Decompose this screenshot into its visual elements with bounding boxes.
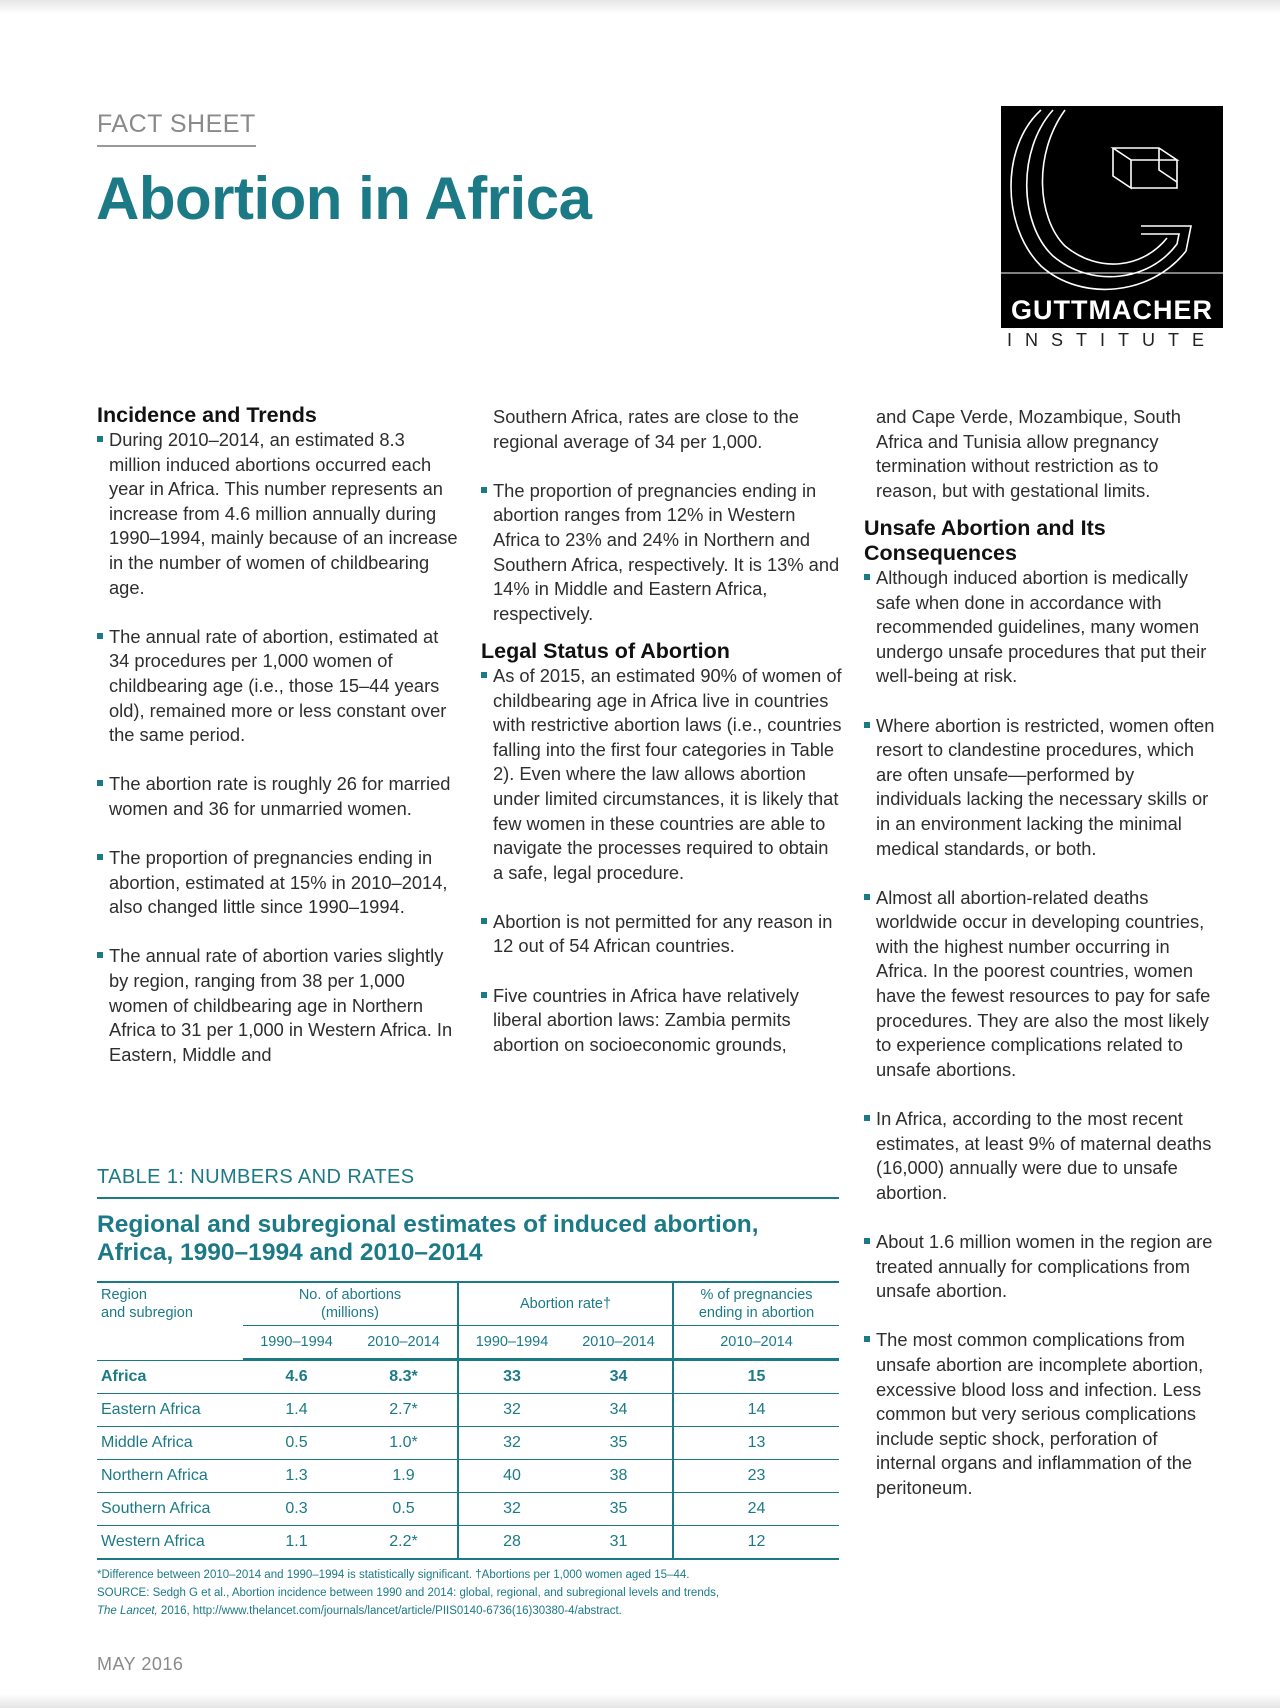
table-numbers-and-rates [97,1166,839,1620]
bullet-square-icon [97,854,103,860]
cell-pct: 24 [673,1493,839,1526]
table-row [97,1493,839,1526]
column-legal-status [481,405,843,1082]
page-bottom-shadow [0,1694,1280,1708]
cell-abortions-2010: 8.3* [350,1361,458,1394]
row-region: Northern Africa [97,1460,243,1493]
cell-rate-2010: 34 [565,1394,673,1427]
cell-pct: 23 [673,1460,839,1493]
table-row [97,1361,839,1394]
section-heading-unsafe-abortion: Unsafe Abortion and Its Consequences [864,515,1106,565]
bullet-item: The abortion rate is roughly 26 for married women and 36 for unmarried women. [97,772,459,821]
column-group-abortions: No. of abortions (millions) [243,1282,458,1326]
bullet-item: Although induced abortion is medically safe when done in accordance with recommended guidelines, many women undergo unsafe procedures that put their well-being at risk. [864,566,1220,689]
cell-abortions-1990: 1.4 [243,1394,350,1427]
cell-rate-1990: 32 [458,1493,565,1526]
guttmacher-logo [1001,106,1223,328]
cell-abortions-2010: 1.0* [350,1427,458,1460]
bullet-square-icon [864,1238,870,1244]
section-heading-incidence: Incidence and Trends [97,403,317,427]
bullet-item: As of 2015, an estimated 90% of women of childbearing age in Africa live in countries with restrictive abortion laws (i.e., countries falling into the first four categories in Table 2). Even where the law allows abortion under limited circumstances, it is likely that few women in these countries are able to navigate the processes required to obtain a safe, legal procedure. [481,664,843,885]
bullet-item: About 1.6 million women in the region are treated annually for complications from unsafe abortion. [864,1230,1220,1304]
page-top-shadow [0,0,1280,14]
cell-rate-2010: 35 [565,1427,673,1460]
bullet-square-icon [97,633,103,639]
bullet-square-icon [864,722,870,728]
cell-abortions-1990: 0.3 [243,1493,350,1526]
bullet-item: The proportion of pregnancies ending in abortion ranges from 12% in Western Africa to 23% and 24% in Northern and Southern Africa, respectively. It is 13% and 14% in Middle and Eastern Africa, respectively. [481,479,843,627]
bullet-square-icon [481,992,487,998]
column-header-period: 2010–2014 [565,1326,673,1360]
bullet-item: The annual rate of abortion varies slightly by region, ranging from 38 per 1,000 women of childbearing age in Northern Africa to 31 per 1,000 in Western Africa. In Eastern, Middle and [97,944,459,1067]
cell-abortions-2010: 1.9 [350,1460,458,1493]
column-header-period: 2010–2014 [673,1326,839,1360]
column-group-abortion-rate: Abortion rate† [458,1282,673,1326]
bullet-item: During 2010–2014, an estimated 8.3 million induced abortions occurred each year in Africa. This number represents an increase from 4.6 million annually during 1990–1994, mainly because of an increase in the number of women of childbearing age. [97,428,459,600]
table-row [97,1526,839,1560]
cell-rate-1990: 32 [458,1427,565,1460]
bullet-square-icon [481,487,487,493]
cell-rate-1990: 28 [458,1526,565,1560]
cell-rate-1990: 40 [458,1460,565,1493]
logo-wordmark: GUTTMACHER [1011,295,1213,325]
bullet-square-icon [97,952,103,958]
column-header-period: 1990–1994 [458,1326,565,1360]
row-region: Middle Africa [97,1427,243,1460]
bullet-square-icon [481,918,487,924]
cell-abortions-1990: 1.3 [243,1460,350,1493]
cell-pct: 12 [673,1526,839,1560]
cell-abortions-2010: 2.2* [350,1526,458,1560]
table-row [97,1460,839,1493]
continued-text: Southern Africa, rates are close to the regional average of 34 per 1,000. [493,406,799,452]
cell-rate-2010: 35 [565,1493,673,1526]
column-header-region: Region and subregion [101,1287,193,1321]
bullet-square-icon [864,1115,870,1121]
row-region: Southern Africa [97,1493,243,1526]
column-header-period: 1990–1994 [243,1326,350,1360]
abortion-estimates-table [97,1281,839,1560]
publication-date: MAY 2016 [97,1654,184,1674]
cell-abortions-1990: 0.5 [243,1427,350,1460]
column-incidence [97,403,459,1092]
continued-text: and Cape Verde, Mozambique, South Africa and Tunisia allow pregnancy termination without restriction as to reason, but with gestational limits. [876,406,1181,501]
table-title: Regional and subregional estimates of induced abortion, Africa, 1990–1994 and 2010–2014 [97,1211,759,1266]
row-region: Africa [97,1361,243,1394]
bullet-item: Where abortion is restricted, women often resort to clandestine procedures, which are often unsafe—performed by individuals lacking the necessary skills or in an environment lacking the minimal medical standards, or both. [864,714,1220,862]
cell-abortions-1990: 4.6 [243,1361,350,1394]
bullet-square-icon [97,780,103,786]
column-header-period: 2010–2014 [350,1326,458,1360]
bullet-square-icon [97,436,103,442]
cell-rate-2010: 34 [565,1361,673,1394]
bullet-square-icon [864,1336,870,1342]
cell-pct: 13 [673,1427,839,1460]
cell-rate-1990: 32 [458,1394,565,1427]
cell-pct: 15 [673,1361,839,1394]
section-heading-legal-status: Legal Status of Abortion [481,638,730,663]
bullet-square-icon [864,574,870,580]
cell-abortions-2010: 0.5 [350,1493,458,1526]
bullet-item: Abortion is not permitted for any reason in 12 out of 54 African countries. [481,910,843,959]
table-footnote: *Difference between 2010–2014 and 1990–1994 is statistically significant. †Abortions per 1,000 women aged 15–44. SOURCE: Sedgh G et al., Abortion incidence between 1990 and 2014: global, regional, and subregional levels and trends, The Lancet, 2016, http://www.thelancet.com/journals/lancet/article/PIIS0140-6736(16)30380-4/abstract. [97,1569,720,1617]
table-label: TABLE 1: NUMBERS AND RATES [97,1166,839,1199]
cell-abortions-2010: 2.7* [350,1394,458,1427]
cell-pct: 14 [673,1394,839,1427]
cell-rate-1990: 33 [458,1361,565,1394]
bullet-item: In Africa, according to the most recent estimates, at least 9% of maternal deaths (16,000) annually were due to unsafe abortion. [864,1107,1220,1205]
table-row [97,1427,839,1460]
page-title: Abortion in Africa [96,165,592,232]
bullet-item: The annual rate of abortion, estimated at 34 procedures per 1,000 women of childbearing age (i.e., those 15–44 years old), remained more or less constant over the same period. [97,625,459,748]
column-unsafe-abortion [864,405,1220,1525]
bullet-item: Five countries in Africa have relatively liberal abortion laws: Zambia permits abortion on socioeconomic grounds, [481,984,843,1058]
table-row [97,1394,839,1427]
bullet-square-icon [481,672,487,678]
row-region: Eastern Africa [97,1394,243,1427]
bullet-item: The proportion of pregnancies ending in abortion, estimated at 15% in 2010–2014, also changed little since 1990–1994. [97,846,459,920]
logo-subtitle: INSTITUTE [1007,330,1217,350]
column-group-pct-pregnancies: % of pregnancies ending in abortion [673,1282,839,1326]
cell-rate-2010: 31 [565,1526,673,1560]
cell-rate-2010: 38 [565,1460,673,1493]
fact-sheet-label: FACT SHEET [97,110,256,147]
cell-abortions-1990: 1.1 [243,1526,350,1560]
bullet-square-icon [864,894,870,900]
row-region: Western Africa [97,1526,243,1560]
bullet-item: Almost all abortion-related deaths worldwide occur in developing countries, with the highest number occurring in Africa. In the poorest countries, women have the fewest resources to pay for safe procedures. They are also the most likely to experience complications related to unsafe abortions. [864,886,1220,1083]
bullet-item: The most common complications from unsafe abortion are incomplete abortion, excessive blood loss and infection. Less common but very serious complications include septic shock, perforation of internal organs and inflammation of the peritoneum. [864,1328,1220,1500]
